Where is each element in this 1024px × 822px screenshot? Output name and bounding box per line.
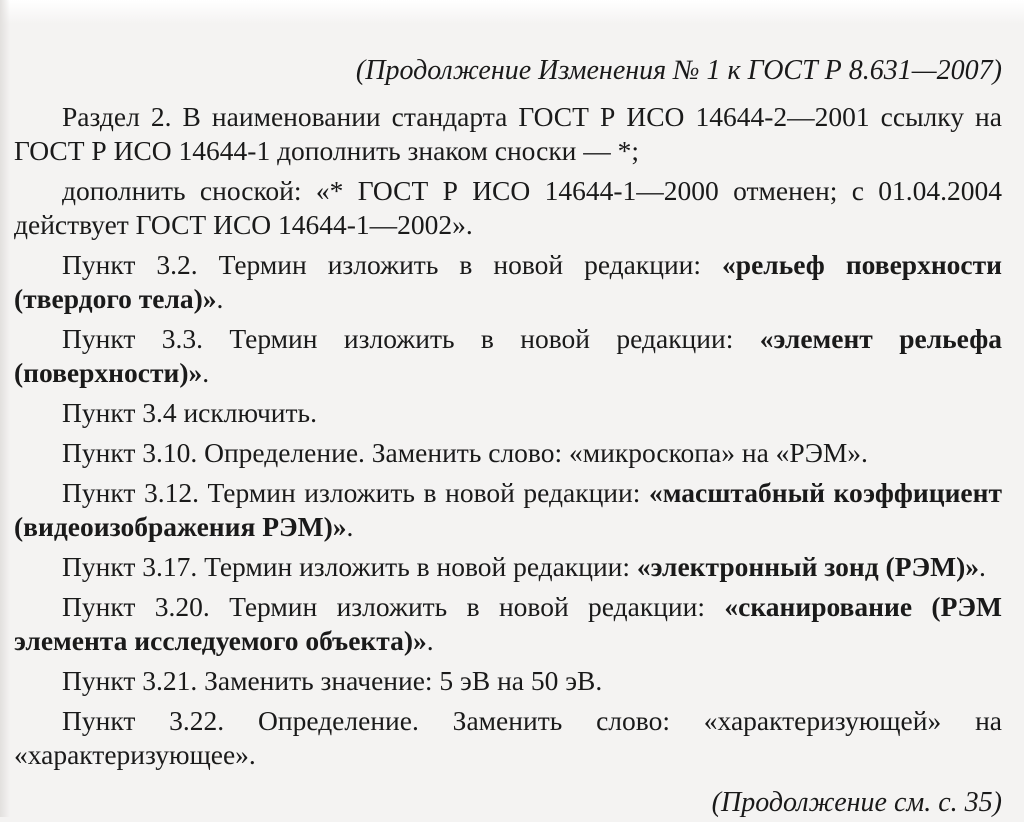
paragraph-item-3-21 xyxy=(14,664,1002,698)
paragraph-tail: . xyxy=(426,625,434,656)
term-bold: «элемент рельефа (поверхности)» xyxy=(14,323,1002,388)
paragraph-text: Пункт 3.2. Термин изложить в новой редакции: xyxy=(62,249,723,280)
paragraph-text: Раздел 2. В наименовании стандарта ГОСТ Р ИСО 14644-2—2001 ссылку на ГОСТ Р ИСО 14644-1 дополнить знаком сноски — *; xyxy=(14,101,1002,166)
paragraph-text: Пункт 3.4 исключить. xyxy=(62,397,317,428)
paragraph-item-3-12 xyxy=(14,476,1002,544)
continuation-header: (Продолжение Изменения № 1 к ГОСТ Р 8.631—2007) xyxy=(355,55,1002,86)
paragraph-tail: . xyxy=(346,511,354,542)
paragraph-text: Пункт 3.21. Заменить значение: 5 эВ на 50 эВ. xyxy=(62,665,603,696)
paragraph-tail: . xyxy=(202,357,210,388)
term-bold: «сканирование (РЭМ элемента исследуемого объекта)» xyxy=(14,591,1002,656)
paragraph-text: Пункт 3.12. Термин изложить в новой редакции: xyxy=(62,477,649,508)
paragraph-item-3-17 xyxy=(14,550,1002,584)
paragraph-item-3-4 xyxy=(14,396,1002,430)
paragraph-item-3-2 xyxy=(14,248,1002,316)
paragraph-item-3-10 xyxy=(14,436,1002,470)
paragraph-tail: . xyxy=(216,283,224,314)
paragraph-text: Пункт 3.3. Термин изложить в новой редакции: xyxy=(62,323,760,354)
paragraph-item-3-20 xyxy=(14,590,1002,658)
paragraph-section-2 xyxy=(14,100,1002,168)
continuation-footer: (Продолжение см. с. 35) xyxy=(711,787,1002,818)
paragraph-text: Пункт 3.10. Определение. Заменить слово: «микроскопа» на «РЭМ». xyxy=(62,437,868,468)
term-bold: «рельеф поверхности (твердого тела)» xyxy=(14,249,1002,314)
term-bold: «электронный зонд (РЭМ)» xyxy=(636,551,980,582)
paragraph-text: Пункт 3.20. Термин изложить в новой редакции: xyxy=(62,591,725,622)
paragraph-text: дополнить сноской: «* ГОСТ Р ИСО 14644-1—2000 отменен; с 01.04.2004 действует ГОСТ ИСО 14644-1—2002». xyxy=(14,175,1002,240)
term-bold: «масштабный коэффициент (видеоизображения РЭМ)» xyxy=(14,477,1002,542)
scan-edge-left xyxy=(0,0,10,817)
document-page xyxy=(14,52,1002,822)
paragraph-item-3-22 xyxy=(14,704,1002,772)
paragraph-text: Пункт 3.22. Определение. Заменить слово: «характеризующей» на «характеризующее». xyxy=(14,705,1002,770)
paragraph-footnote xyxy=(14,174,1002,242)
paragraph-text: Пункт 3.17. Термин изложить в новой редакции: xyxy=(62,551,637,582)
paragraph-item-3-3 xyxy=(14,322,1002,390)
scan-edge-top xyxy=(0,0,1024,24)
paragraph-tail: . xyxy=(979,551,986,582)
